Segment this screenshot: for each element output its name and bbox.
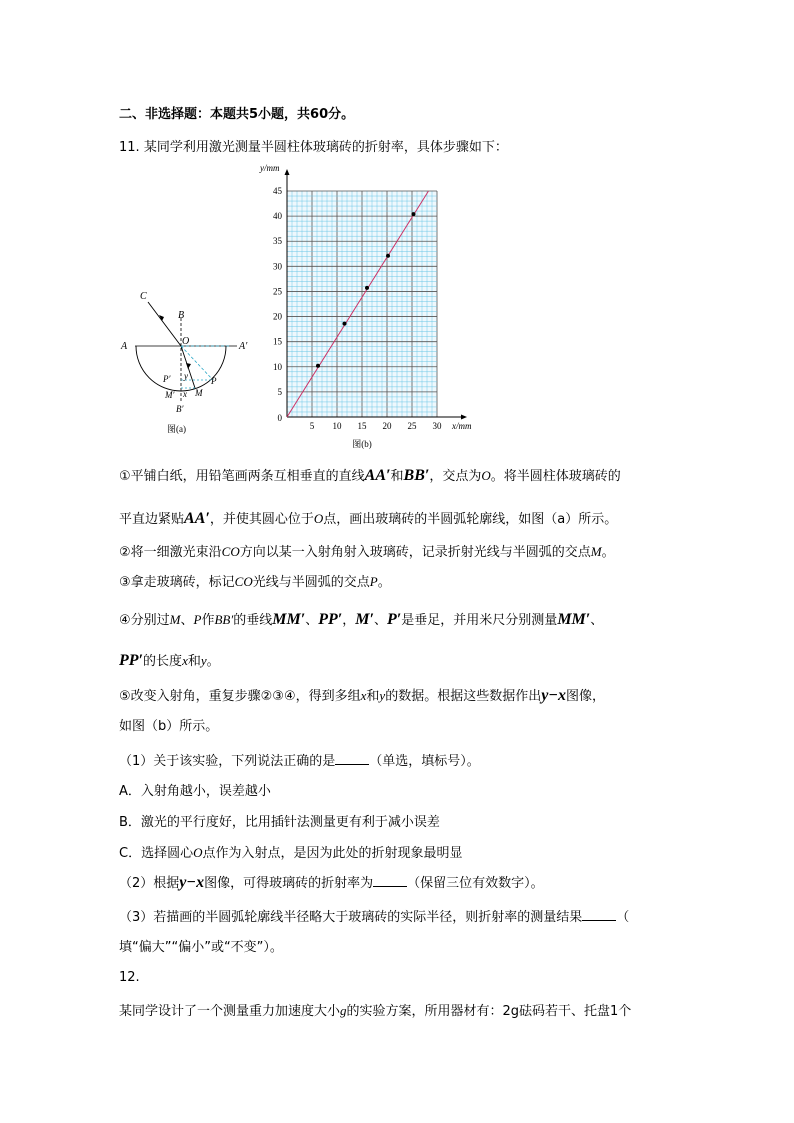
- svg-text:P: P: [211, 376, 217, 386]
- q11-number: 11.: [119, 140, 140, 155]
- svg-text:A: A: [121, 341, 128, 352]
- step5-line-a: ⑤改变入射角，重复步骤②③④，得到多组x和y的数据。根据这些数据作出y−x图像，: [119, 687, 606, 704]
- step5-line-b: 如图（b）所示。: [119, 719, 219, 734]
- sub-question-2: （2）根据y−x图像，可得玻璃砖的折射率为 （保留三位有效数字）。: [119, 874, 544, 891]
- q12-number: 12.: [119, 970, 140, 985]
- y-tick-label: 10: [273, 361, 282, 372]
- option-c: C．选择圆心O点作为入射点，是因为此处的折射现象最明显: [119, 845, 463, 861]
- y-tick-label: 45: [273, 186, 282, 196]
- data-point: [412, 212, 416, 216]
- answer-blank-1[interactable]: [335, 752, 369, 765]
- data-point: [343, 322, 347, 326]
- svg-text:图(a): 图(a): [167, 424, 186, 434]
- x-tick-label: 25: [407, 421, 417, 431]
- figure-a: [115, 280, 265, 440]
- figure-b-chart: [250, 158, 490, 450]
- step4-line-a: ④分别过M、P作BB′的垂线MM′、PP′，M′、P′是垂足，并用米尺分别测量MM′、: [119, 611, 604, 628]
- sub-question-1: （1）关于该实验，下列说法正确的是 （单选，填标号）。: [119, 754, 480, 769]
- y-tick-label: 25: [273, 286, 282, 297]
- y-tick-label: 20: [273, 311, 282, 322]
- origin-label: 0: [277, 413, 282, 423]
- data-point: [365, 286, 369, 290]
- data-point: [386, 254, 390, 258]
- chart-caption: 图(b): [352, 439, 372, 449]
- y-axis-arrow: [285, 169, 290, 175]
- answer-blank-3[interactable]: [582, 908, 616, 921]
- data-point: [316, 364, 320, 368]
- svg-text:B′: B′: [176, 404, 184, 414]
- y-tick-label: 35: [273, 236, 282, 247]
- incident-ray: [148, 302, 181, 346]
- x-axis-arrow: [461, 415, 467, 420]
- q12-stem: 某同学设计了一个测量重力加速度大小g的实验方案，所用器材有：2g砝码若干、托盘1个: [119, 1003, 632, 1019]
- step1-line-a: ①平铺白纸，用铅笔画两条互相垂直的直线AA′和BB′，交点为O。将半圆柱体玻璃砖的: [119, 467, 621, 484]
- y-tick-label: 5: [277, 386, 282, 397]
- svg-text:M′: M′: [165, 390, 175, 400]
- x-tick-label: 10: [332, 421, 342, 431]
- svg-text:x: x: [183, 389, 187, 399]
- svg-text:C: C: [140, 291, 147, 302]
- x-tick-label: 5: [309, 421, 315, 431]
- sub-question-3-line-b: 填“偏大”“偏小”或“不变”）。: [119, 940, 283, 955]
- option-a: A．入射角越小，误差越小: [119, 784, 271, 799]
- x-tick-label: 15: [357, 421, 367, 431]
- answer-blank-2[interactable]: [373, 874, 407, 887]
- step3: ③拿走玻璃砖，标记CO光线与半圆弧的交点P。: [119, 574, 391, 590]
- svg-text:B: B: [178, 310, 185, 321]
- q11-stem-text: 某同学利用激光测量半圆柱体玻璃砖的折射率，具体步骤如下：: [143, 140, 508, 155]
- svg-text:O: O: [182, 336, 190, 347]
- x-tick-label: 30: [432, 421, 442, 431]
- section-header: 二、非选择题：本题共5小题，共60分。: [119, 107, 355, 122]
- option-b: B．激光的平行度好，比用插针法测量更有利于减小误差: [119, 815, 440, 830]
- sub-question-3-line-a: （3）若描画的半圆弧轮廓线半径略大于玻璃砖的实际半径，则折射率的测量结果 （: [119, 910, 630, 925]
- q11-stem: [119, 136, 508, 155]
- svg-text:M: M: [195, 388, 203, 398]
- y-axis-label: y/mm: [260, 163, 280, 173]
- y-tick-label: 15: [273, 336, 282, 347]
- x-tick-label: 20: [382, 421, 392, 431]
- x-axis-label: x/mm: [452, 421, 472, 431]
- svg-text:P′: P′: [163, 374, 171, 384]
- step4-line-b: PP′的长度x和y。: [119, 652, 220, 669]
- step1-line-b: 平直边紧贴AA′，并使其圆心位于O点，画出玻璃砖的半圆弧轮廓线，如图（a）所示。: [119, 510, 618, 527]
- y-tick-label: 30: [273, 261, 282, 272]
- y-tick-label: 40: [273, 211, 282, 222]
- svg-text:A′: A′: [239, 341, 248, 352]
- svg-text:y: y: [184, 371, 188, 381]
- step2: ②将一细激光束沿CO方向以某一入射角射入玻璃砖，记录折射光线与半圆弧的交点M。: [119, 544, 615, 560]
